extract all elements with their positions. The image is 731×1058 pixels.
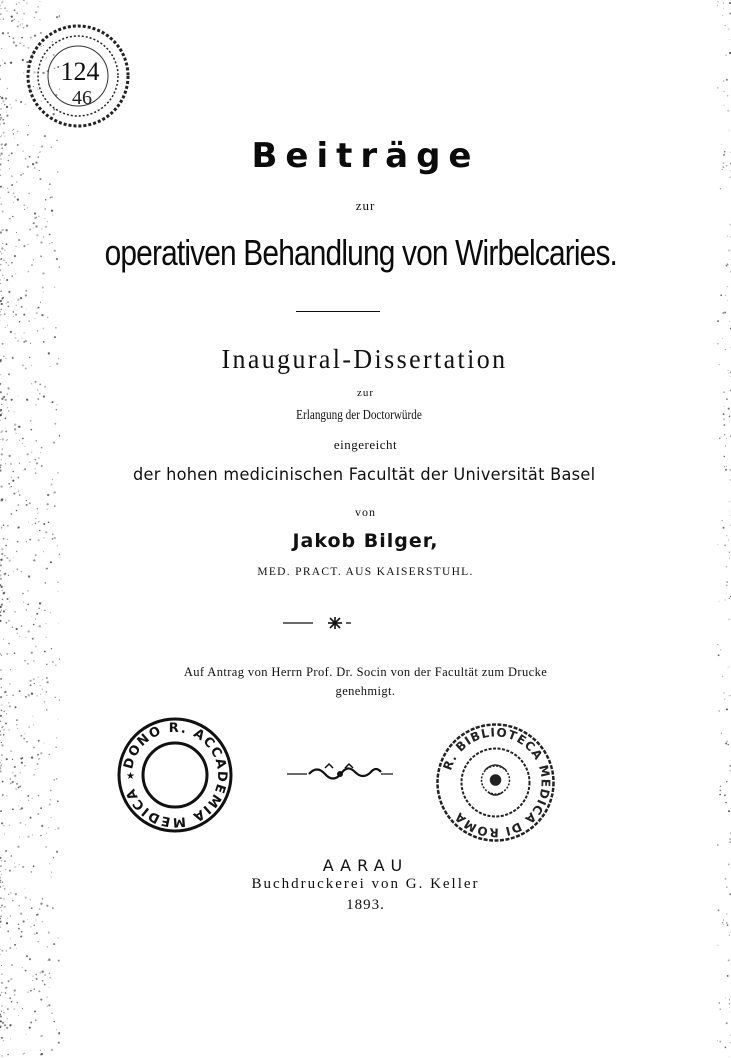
- svg-text:DONO R. ACCADEMIA MEDICA: [121, 721, 229, 829]
- by-label: von: [355, 505, 376, 519]
- dissertation-connector: zur: [356, 387, 375, 399]
- stamp-left-text: DONO R. ACCADEMIA MEDICA: [121, 720, 230, 830]
- imprint-year: 1893.: [346, 897, 385, 913]
- biblioteca-medica-stamp: [433, 720, 558, 845]
- decorative-ornament-icon: [285, 762, 395, 784]
- approval-line-2: genehmigt.: [335, 684, 396, 698]
- subject-title: operativen Behandlung von Wirbelcaries.: [104, 232, 618, 273]
- imprint-place: AARAU: [322, 856, 409, 875]
- author-credentials: MED. PRACT. AUS KAISERSTUHL.: [257, 566, 474, 578]
- author-name: Jakob Bilger,: [292, 530, 439, 552]
- title-connector: zur: [355, 198, 376, 213]
- library-stamp-top-left: [22, 20, 134, 132]
- stamp-star-icon: ★: [126, 771, 135, 782]
- submitted-label: eingereicht: [333, 437, 398, 452]
- degree-purpose: Erlangung der Doctorwürde: [296, 408, 422, 423]
- coat-of-arms-icon: [482, 765, 510, 795]
- star-divider: [0, 612, 731, 632]
- approval-line-1: Auf Antrag von Herrn Prof. Dr. Socin von der Facultät zum Drucke: [183, 665, 548, 679]
- faculty-line: der hohen medicinischen Facultät der Universität Basel: [132, 465, 596, 485]
- imprint-printer: Buchdruckerei von G. Keller: [251, 876, 480, 892]
- stamp-sub-number: 46: [72, 87, 92, 109]
- main-title: Beiträge: [251, 136, 480, 176]
- academy-donation-stamp: [115, 715, 235, 835]
- stamp-number: 124: [60, 57, 100, 86]
- dissertation-heading: Inaugural-Dissertation: [221, 344, 508, 374]
- asterisk-ornament-icon: [328, 617, 342, 629]
- title-rule: [296, 311, 380, 312]
- stamp-right-text: R. BIBLIOTECA MEDICA DI ROMA: [440, 725, 553, 840]
